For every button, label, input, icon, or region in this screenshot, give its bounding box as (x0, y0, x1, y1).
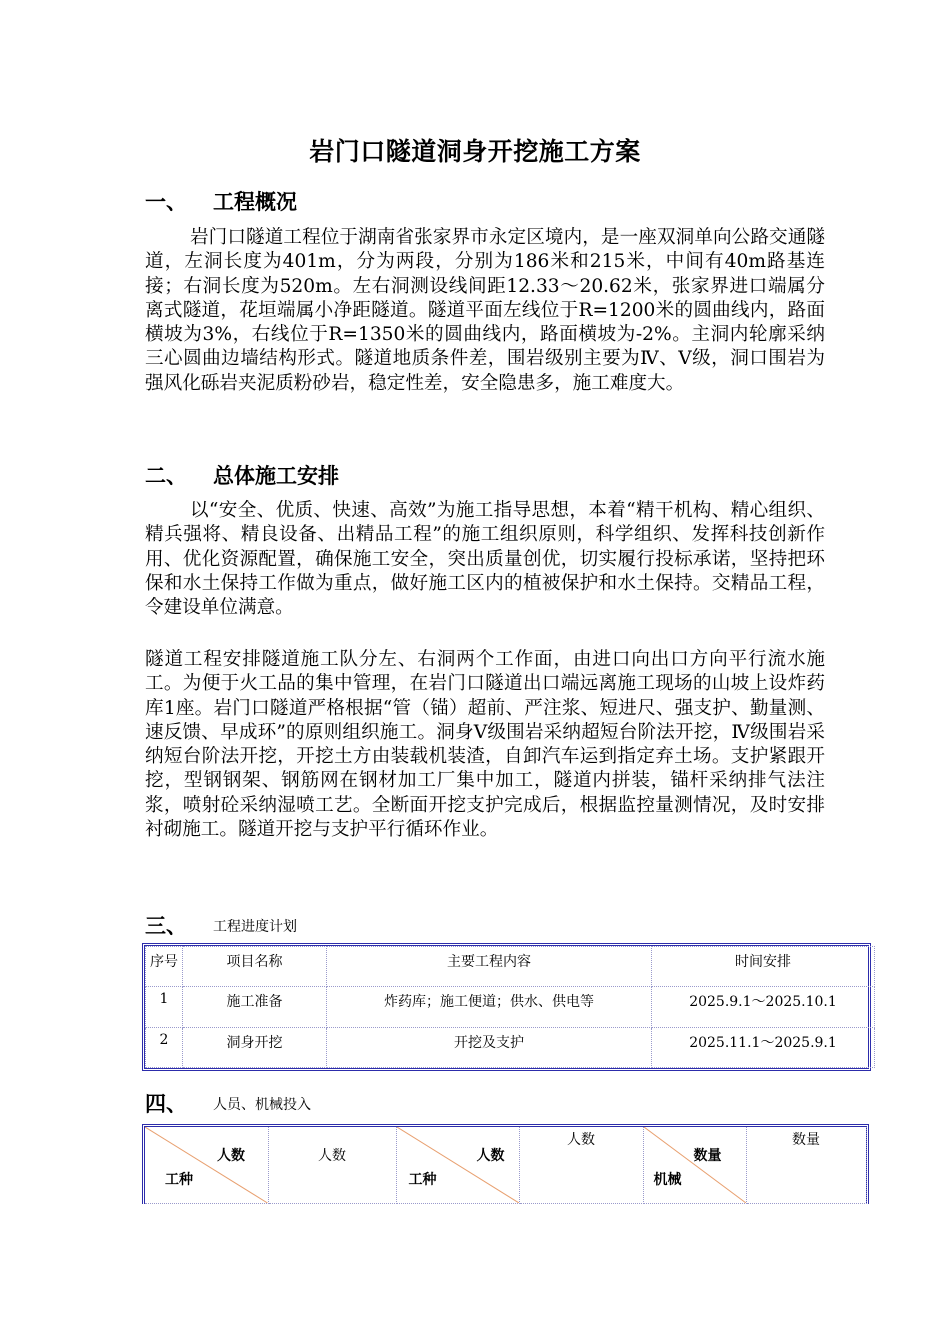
section-2-title: 总体施工安排 (213, 464, 339, 488)
resource-table (142, 1124, 869, 1204)
schedule-header-row (146, 947, 875, 987)
table-cell: 2025.11.1～2025.9.1 (652, 1027, 875, 1067)
section-1-heading (145, 186, 297, 216)
table-row (146, 1027, 875, 1067)
table-cell: 洞身开挖 (183, 1027, 327, 1067)
header-label-top: 人数 (476, 1148, 505, 1164)
resource-header-row (145, 1127, 866, 1204)
diagonal-header-cell-1 (145, 1127, 268, 1204)
table-cell: 2025.9.1～2025.10.1 (652, 987, 875, 1027)
section-2-paragraph-1: 以“安全、优质、快速、高效”为施工指导思想，本着“精干机构、精心组织、精兵强将、精良设备、出精品工程”的施工组织原则，科学组织、发挥科技创新作用、优化资源配置，确保施工安全，突出质量创优，切实履行投标承诺，坚持把环保和水土保持工作做为重点，做好施工区内的植被保护和水土保持。交精品工程，令建设单位满意。 (145, 500, 825, 619)
table-cell: 施工准备 (183, 987, 327, 1027)
diagonal-header-cell-3 (643, 1127, 746, 1204)
header-cell-name: 项目名称 (183, 947, 327, 987)
header-label-top: 人数 (217, 1148, 245, 1164)
table-cell: 2 (146, 1027, 183, 1067)
header-cell-index: 序号 (146, 947, 183, 987)
diagonal-line (145, 1127, 268, 1203)
diagonal-line (644, 1127, 746, 1203)
section-2-heading (145, 460, 339, 490)
header-cell-value: 数量 (746, 1127, 866, 1204)
header-cell-content: 主要工程内容 (327, 947, 652, 987)
header-label-bottom: 机械 (653, 1172, 682, 1188)
header-cell-time: 时间安排 (652, 947, 875, 987)
section-4-title: 人员、机械投入 (213, 1097, 311, 1113)
schedule-table (142, 943, 871, 1071)
section-3-number: 三、 (145, 914, 187, 938)
header-label-bottom: 工种 (165, 1172, 193, 1188)
table-row (146, 987, 875, 1027)
diagonal-line (397, 1127, 519, 1203)
diagonal-header-cell-2 (396, 1127, 519, 1204)
table-cell: 开挖及支护 (327, 1027, 652, 1067)
section-2-number: 二、 (145, 464, 187, 488)
header-label-top: 数量 (693, 1148, 722, 1164)
header-cell-value: 人数 (519, 1127, 643, 1204)
section-1-paragraph: 岩门口隧道工程位于湖南省张家界市永定区境内，是一座双洞单向公路交通隧道，左洞长度为401m，分为两段，分别为186米和215米，中间有40m路基连接；右洞长度为520m。左右洞测设线间距12.33～20.62米，张家界进口端属分离式隧道，花垣端属小净距隧道。隧道平面左线位于R=1200米的圆曲线内，路面横坡为3%，右线位于R=1350米的圆曲线内，路面横坡为-2%。主洞内轮廓采纳三心圆曲边墙结构形式。隧道地质条件差，围岩级别主要为Ⅳ、Ⅴ级，洞口围岩为强风化砾岩夹泥质粉砂岩，稳定性差，安全隐患多，施工难度大。 (145, 227, 825, 394)
section-3-heading (145, 910, 297, 940)
document-title: 岩门口隧道洞身开挖施工方案 (309, 137, 641, 166)
header-cell-value: 人数 (268, 1127, 396, 1204)
section-2-paragraph-2: 隧道工程安排隧道施工队分左、右洞两个工作面，由进口向出口方向平行流水施工。为便于火工品的集中管理，在岩门口隧道出口端远离施工现场的山坡上设炸药库1座。岩门口隧道严格根据“管（锚）超前、严注浆、短进尺、强支护、勤量测、速反馈、早成环”的原则组织施工。洞身Ⅴ级围岩采纳超短台阶法开挖，Ⅳ级围岩采纳短台阶法开挖，开挖土方由装载机装渣，自卸汽车运到指定弃土场。支护紧跟开挖，型钢钢架、钢筋网在钢材加工厂集中加工，隧道内拼装，锚杆采纳排气法注浆，喷射砼采纳湿喷工艺。全断面开挖支护完成后，根据监控量测情况，及时安排衬砌施工。隧道开挖与支护平行循环作业。 (145, 649, 825, 841)
table-cell: 1 (146, 987, 183, 1027)
table-cell: 炸药库；施工便道；供水、供电等 (327, 987, 652, 1027)
section-4-number: 四、 (145, 1092, 187, 1116)
header-label-bottom: 工种 (408, 1172, 437, 1188)
section-3-title: 工程进度计划 (213, 919, 297, 935)
section-4-heading (145, 1088, 311, 1118)
section-1-number: 一、 (145, 190, 187, 214)
section-1-title: 工程概况 (213, 190, 297, 214)
